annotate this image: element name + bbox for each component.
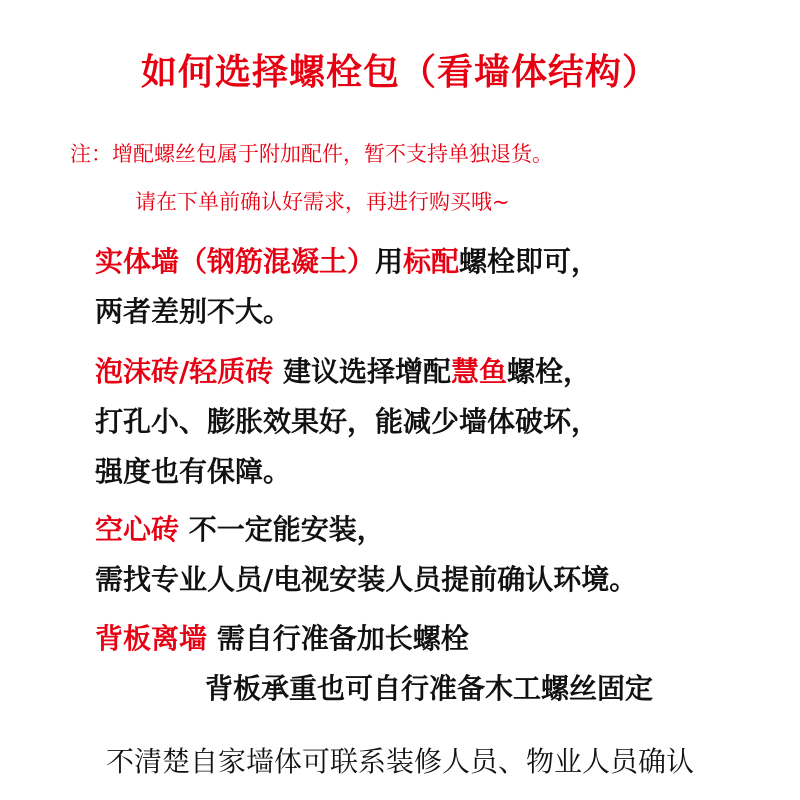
- solid-wall-text-b: 螺栓即可，: [459, 245, 600, 278]
- foam-brick-line-3: 强度也有保障。: [95, 455, 292, 488]
- footer-note: 不清楚自家墙体可联系装修人员、物业人员确认: [105, 745, 694, 778]
- foam-brick-highlight: 慧鱼: [450, 355, 507, 388]
- solid-wall-text-a: 用: [375, 245, 404, 278]
- solid-wall-line-2: 两者差别不大。: [95, 295, 292, 328]
- foam-brick-label: 泡沫砖/轻质砖: [95, 355, 274, 388]
- solid-wall-label: 实体墙（钢筋混凝土）: [95, 245, 376, 278]
- hollow-brick-text: 不一定能安装，: [179, 513, 385, 546]
- page-title: 如何选择螺栓包（看墙体结构）: [140, 52, 659, 93]
- solid-wall-highlight: 标配: [403, 245, 460, 278]
- foam-brick-line-2: 打孔小、膨胀效果好，能减少墙体破坏，: [95, 405, 600, 438]
- back-panel-line-2: 背板承重也可自行准备木工螺丝固定: [205, 672, 654, 705]
- foam-brick-line-1: [95, 350, 591, 390]
- hollow-brick-line-1: [95, 508, 385, 548]
- foam-brick-text-b: 螺栓，: [507, 355, 592, 388]
- back-panel-line-1: [95, 617, 469, 657]
- foam-brick-text-a: 建议选择增配: [273, 355, 451, 388]
- back-panel-text: 需自行准备加长螺栓: [207, 622, 469, 655]
- note-line-2: 请在下单前确认好需求，再进行购买哦~: [135, 190, 510, 214]
- hollow-brick-label: 空心砖: [95, 513, 180, 546]
- back-panel-label: 背板离墙: [95, 622, 208, 655]
- solid-wall-line-1: [95, 240, 599, 280]
- hollow-brick-line-2: 需找专业人员/电视安装人员提前确认环境。: [95, 563, 638, 596]
- note-line-1: 注：增配螺丝包属于附加配件，暂不支持单独退货。: [70, 142, 553, 166]
